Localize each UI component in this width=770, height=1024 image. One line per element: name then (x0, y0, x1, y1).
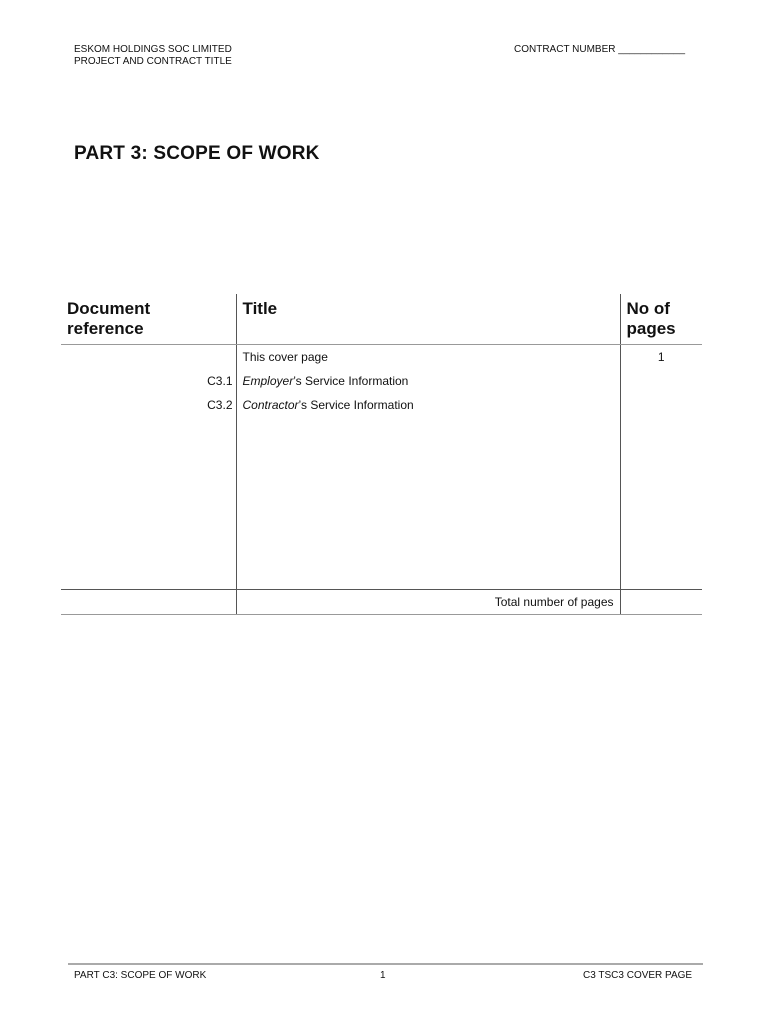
empty-row (61, 417, 702, 590)
table-row (61, 393, 702, 417)
title-text: ’s Service Information (293, 374, 409, 388)
header-document-reference: Document reference (61, 294, 236, 345)
company-name: ESKOM HOLDINGS SOC LIMITED (74, 44, 232, 55)
title-emphasis: Contractor (242, 398, 299, 412)
row-pages: 1 (657, 350, 665, 364)
table-row (61, 345, 702, 370)
project-title: PROJECT AND CONTRACT TITLE (74, 56, 232, 67)
total-label: Total number of pages (236, 590, 620, 615)
table-row (61, 369, 702, 393)
header-title: Title (236, 294, 620, 345)
row-pages (620, 393, 702, 417)
total-value (620, 590, 702, 615)
row-title (236, 393, 620, 417)
document-header-left (74, 44, 232, 68)
page-number: 1 (380, 970, 386, 981)
row-ref: C3.2 (207, 398, 233, 412)
header-no-of-pages: No of pages (620, 294, 702, 345)
contract-number: CONTRACT NUMBER ____________ (514, 44, 686, 55)
contents-table (61, 294, 702, 615)
total-row (61, 590, 702, 615)
footer-doc-code: C3 TSC3 COVER PAGE (583, 970, 693, 981)
row-title: This cover page (236, 345, 620, 370)
row-title (236, 369, 620, 393)
table-header-row (61, 294, 702, 345)
page-title: PART 3: SCOPE OF WORK (74, 143, 320, 164)
row-ref: C3.1 (207, 374, 233, 388)
footer-divider (68, 963, 703, 965)
row-ref (61, 345, 236, 370)
title-emphasis: Employer (242, 374, 294, 388)
footer-section: PART C3: SCOPE OF WORK (74, 970, 207, 981)
row-pages (620, 369, 702, 393)
title-text: ’s Service Information (298, 398, 414, 412)
